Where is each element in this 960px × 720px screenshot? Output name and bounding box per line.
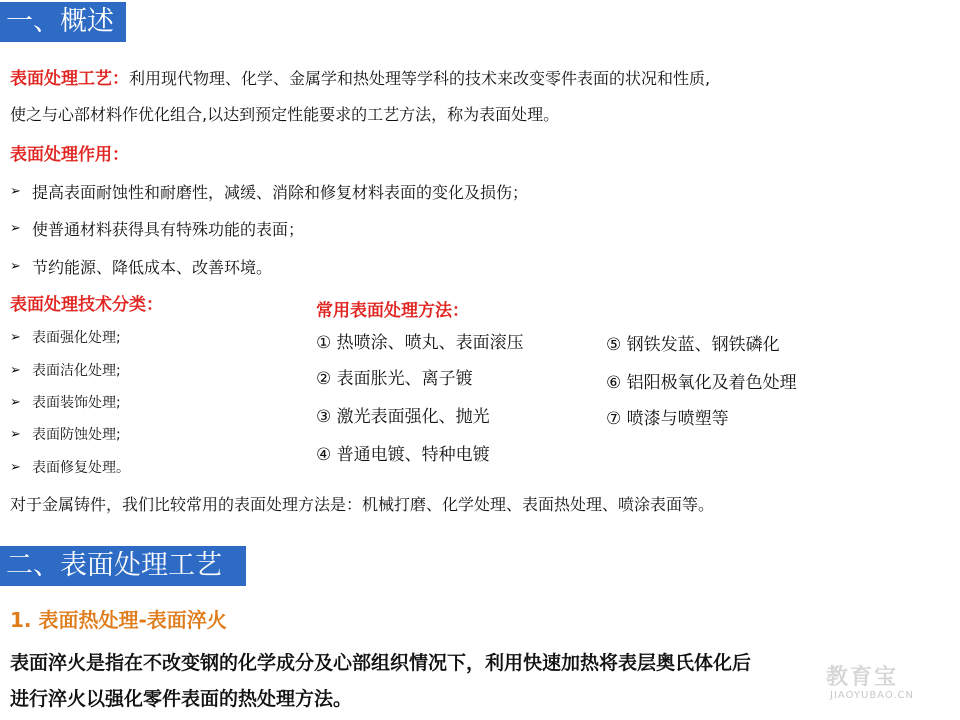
section2-para-line-2: 进行淬火以强化零件表面的热处理方法。 (10, 688, 353, 710)
section2-banner (0, 546, 246, 586)
role-label: 表面处理作用： (10, 145, 129, 165)
class-text: 表面洁化处理; (32, 363, 121, 379)
role-text: 提高表面耐蚀性和耐磨性，减缓、消除和修复材料表面的变化及损伤； (32, 183, 529, 202)
section2-para-line-1: 表面淬火是指在不改变钢的化学成分及心部组织情况下，利用快速加热将表层奥氏体化后 (10, 652, 752, 674)
method-item: ⑦ 喷漆与喷塑等 (606, 409, 729, 429)
arrow-bullet-icon: ➢ (10, 426, 21, 442)
arrow-bullet-icon: ➢ (10, 394, 21, 410)
method-item: ④ 普通电镀、特种电镀 (316, 445, 490, 465)
section2-subheading: 1. 表面热处理-表面淬火 (10, 608, 227, 632)
role-item (10, 255, 272, 278)
summary-text: 对于金属铸件，我们比较常用的表面处理方法是：机械打磨、化学处理、表面热处理、喷涂表面等。 (10, 495, 715, 514)
definition-line-2: 使之与心部材料作优化组合,以达到预定性能要求的工艺方法，称为表面处理。 (10, 105, 560, 124)
section1-banner-text: 一、概述 (6, 6, 114, 37)
class-text: 表面装饰处理; (32, 395, 121, 411)
arrow-bullet-icon: ➢ (10, 259, 21, 274)
method-item: ③ 激光表面强化、抛光 (316, 407, 490, 427)
class-item (10, 424, 121, 444)
definition-line-1 (10, 64, 710, 89)
class-item (10, 457, 130, 477)
class-item (10, 327, 121, 347)
method-item: ⑥ 铝阳极氧化及着色处理 (606, 373, 797, 393)
definition-label: 表面处理工艺： (10, 69, 129, 89)
method-item: ② 表面胀光、离子镀 (316, 369, 473, 389)
arrow-bullet-icon: ➢ (10, 362, 21, 378)
role-item (10, 217, 304, 240)
method-item: ⑤ 钢铁发蓝、钢铁磷化 (606, 335, 780, 355)
method-item: ① 热喷涂、喷丸、表面滚压 (316, 333, 524, 353)
arrow-bullet-icon: ➢ (10, 459, 21, 475)
section2-banner-text: 二、表面处理工艺 (6, 550, 222, 581)
definition-text-1: 利用现代物理、化学、金属学和热处理等学科的技术来改变零件表面的状况和性质, (129, 69, 711, 88)
methods-label: 常用表面处理方法： (316, 301, 469, 321)
role-item (10, 180, 528, 203)
section1-banner (0, 2, 126, 42)
class-text: 表面防蚀处理; (32, 427, 121, 443)
arrow-bullet-icon: ➢ (10, 329, 21, 345)
arrow-bullet-icon: ➢ (10, 221, 21, 236)
class-text: 表面强化处理; (32, 330, 121, 346)
role-text: 使普通材料获得具有特殊功能的表面； (32, 220, 305, 239)
class-item (10, 392, 121, 412)
watermark-mark: 教育宝 (826, 665, 899, 690)
class-item (10, 360, 121, 380)
watermark-url: JIAOYUBAO.CN (830, 690, 914, 701)
arrow-bullet-icon: ➢ (10, 184, 21, 199)
class-text: 表面修复处理。 (32, 460, 130, 476)
role-text: 节约能源、降低成本、改善环境。 (32, 258, 273, 277)
class-label: 表面处理技术分类： (10, 295, 163, 315)
